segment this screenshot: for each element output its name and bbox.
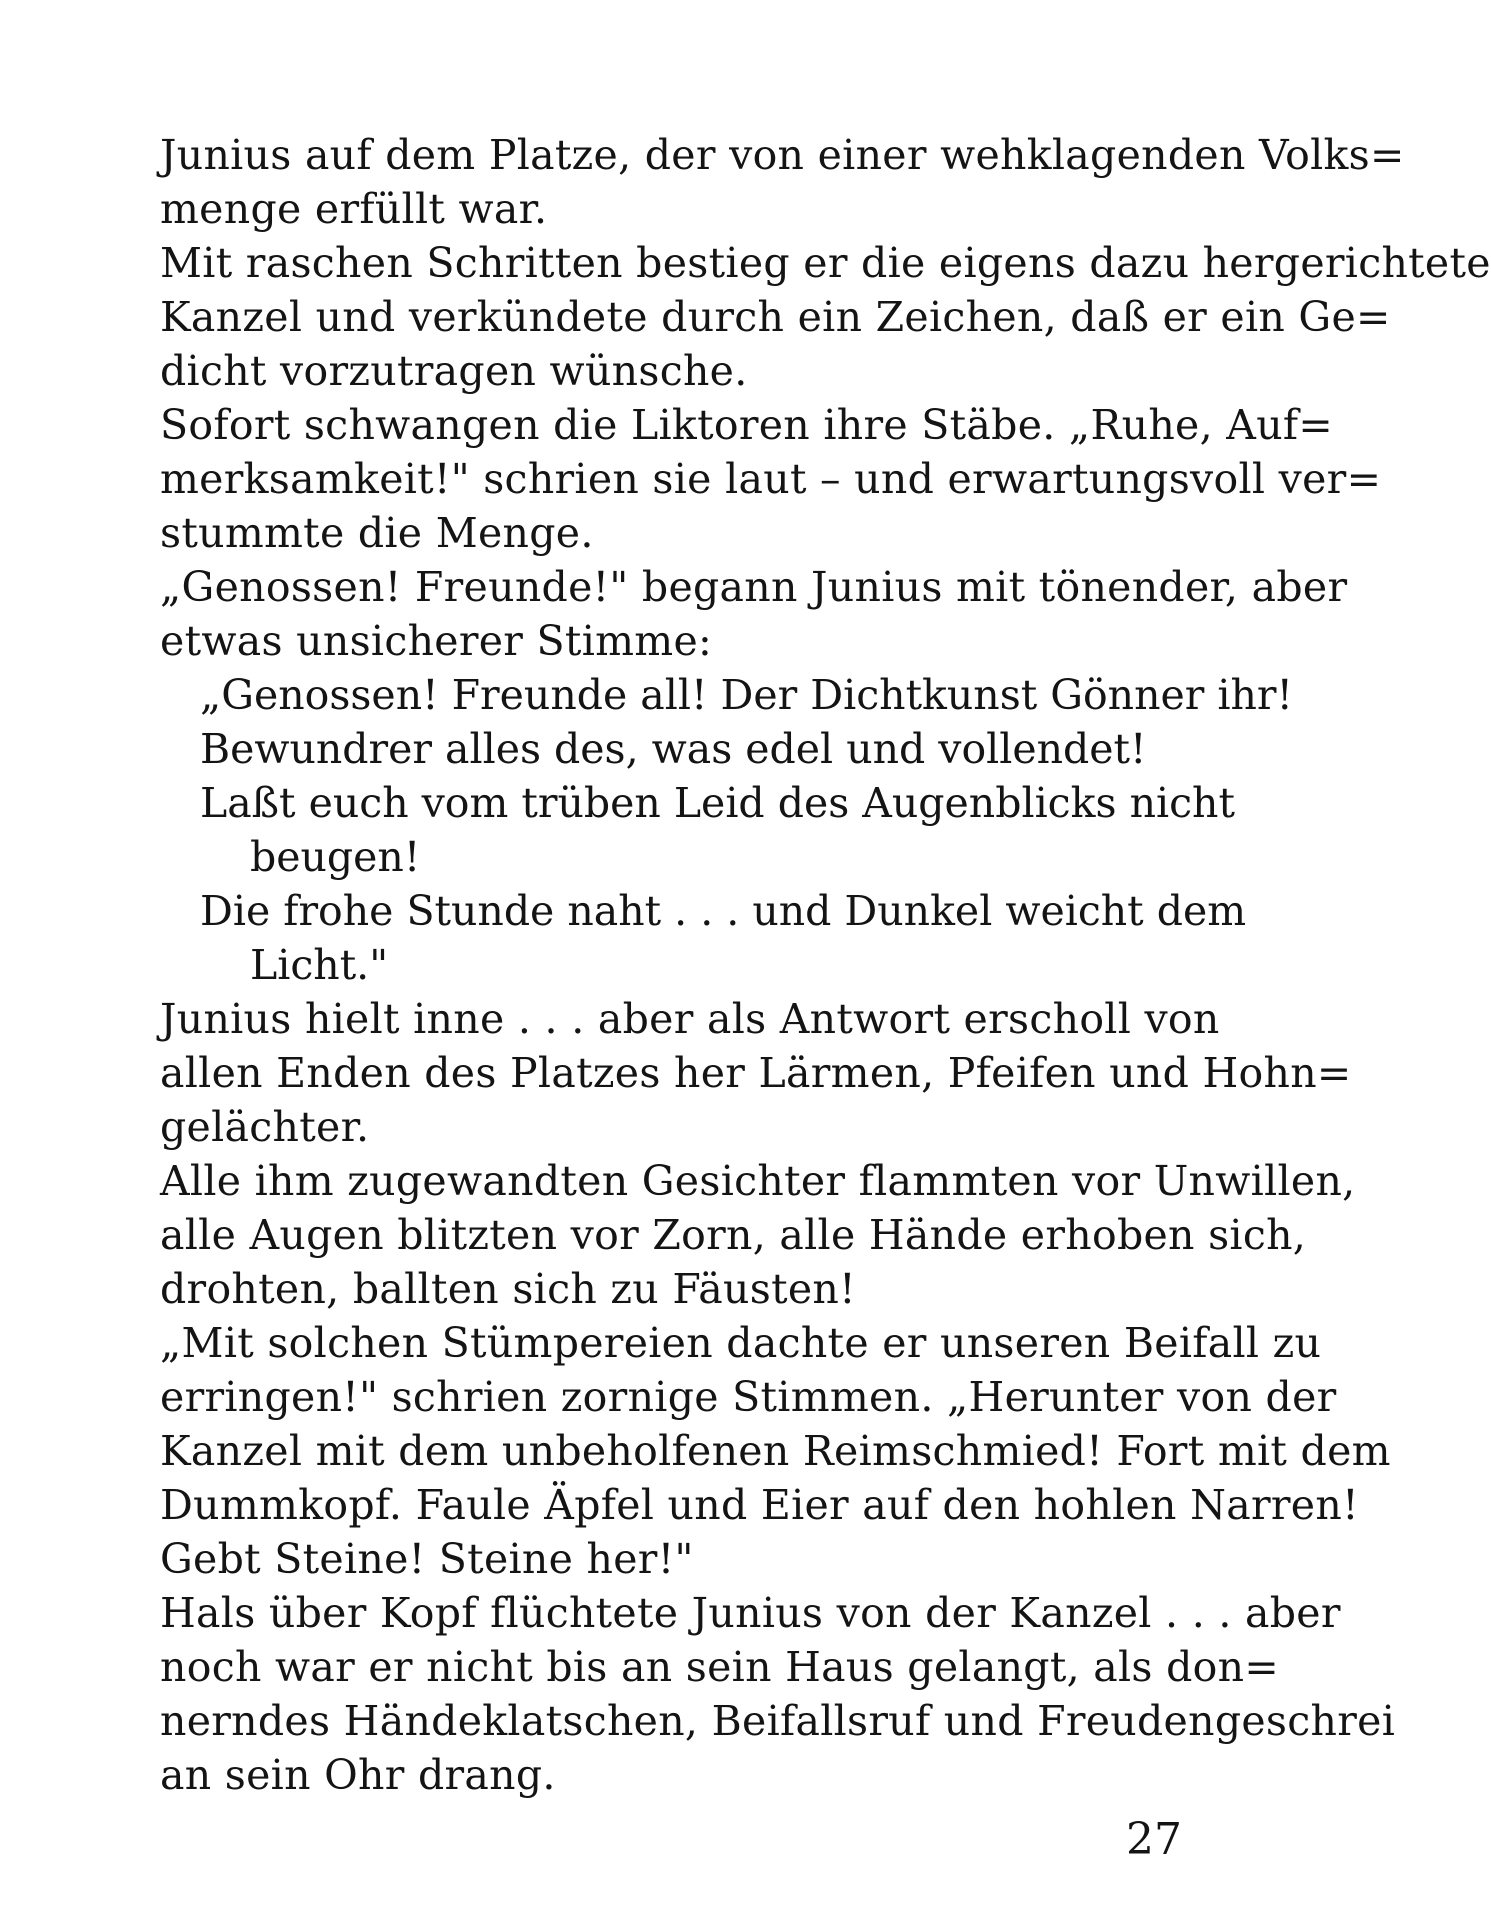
- paragraph: [160, 398, 1382, 560]
- paragraph: [160, 1586, 1396, 1802]
- text-line: „Mit solchen Stümpereien dachte er unseren Beifall zu: [160, 1319, 1322, 1367]
- poem-line: Laßt euch vom trüben Leid des Augenblicks nicht: [200, 779, 1235, 827]
- poem-line-continuation: beugen!: [250, 833, 421, 881]
- book-page: [160, 128, 1491, 1848]
- text-line: Junius hielt inne . . . aber als Antwort erscholl von: [160, 995, 1220, 1043]
- poem-line: „Genossen! Freunde all! Der Dichtkunst Gönner ihr!: [200, 671, 1293, 719]
- text-line: Gebt Steine! Steine her!": [160, 1535, 694, 1583]
- text-line: nerndes Händeklatschen, Beifallsruf und Freudengeschrei: [160, 1697, 1396, 1745]
- text-line: stummte die Menge.: [160, 509, 594, 557]
- text-line: „Genossen! Freunde!" begann Junius mit tönender, aber: [160, 563, 1348, 611]
- text-line: merksamkeit!" schrien sie laut – und erwartungsvoll ver=: [160, 455, 1382, 503]
- text-line: Kanzel und verkündete durch ein Zeichen, daß er ein Ge=: [160, 293, 1391, 341]
- paragraph: [160, 992, 1352, 1154]
- text-line: alle Augen blitzten vor Zorn, alle Hände erhoben sich,: [160, 1211, 1307, 1259]
- paragraph: [160, 1154, 1356, 1316]
- text-line: allen Enden des Platzes her Lärmen, Pfeifen und Hohn=: [160, 1049, 1352, 1097]
- text-line: Hals über Kopf flüchtete Junius von der Kanzel . . . aber: [160, 1589, 1341, 1637]
- text-line: etwas unsicherer Stimme:: [160, 617, 713, 665]
- paragraph: [160, 560, 1348, 668]
- text-line: Alle ihm zugewandten Gesichter flammten vor Unwillen,: [160, 1157, 1356, 1205]
- poem-line: Bewundrer alles des, was edel und vollendet!: [200, 725, 1147, 773]
- poem-line: Die frohe Stunde naht . . . und Dunkel weicht dem: [200, 887, 1247, 935]
- paragraph: [160, 236, 1491, 398]
- text-line: an sein Ohr drang.: [160, 1751, 556, 1799]
- text-line: drohten, ballten sich zu Fäusten!: [160, 1265, 856, 1313]
- text-line: Sofort schwangen die Liktoren ihre Stäbe. „Ruhe, Auf=: [160, 401, 1334, 449]
- page-number: 27: [1126, 1814, 1182, 1865]
- text-line: gelächter.: [160, 1103, 370, 1151]
- text-line: erringen!" schrien zornige Stimmen. „Herunter von der: [160, 1373, 1337, 1421]
- text-line: noch war er nicht bis an sein Haus gelangt, als don=: [160, 1643, 1279, 1691]
- text-line: Mit raschen Schritten bestieg er die eigens dazu hergerichtete: [160, 239, 1491, 287]
- text-line: dicht vorzutragen wünsche.: [160, 347, 748, 395]
- poem-line-continuation: Licht.": [250, 941, 389, 989]
- paragraph: [160, 1316, 1391, 1586]
- text-line: menge erfüllt war.: [160, 185, 548, 233]
- paragraph: [160, 128, 1405, 236]
- text-line: Dummkopf. Faule Äpfel und Eier auf den hohlen Narren!: [160, 1481, 1359, 1529]
- text-line: Kanzel mit dem unbeholfenen Reimschmied! Fort mit dem: [160, 1427, 1391, 1475]
- poem-block: [160, 668, 1293, 992]
- text-line: Junius auf dem Platze, der von einer wehklagenden Volks=: [160, 131, 1405, 179]
